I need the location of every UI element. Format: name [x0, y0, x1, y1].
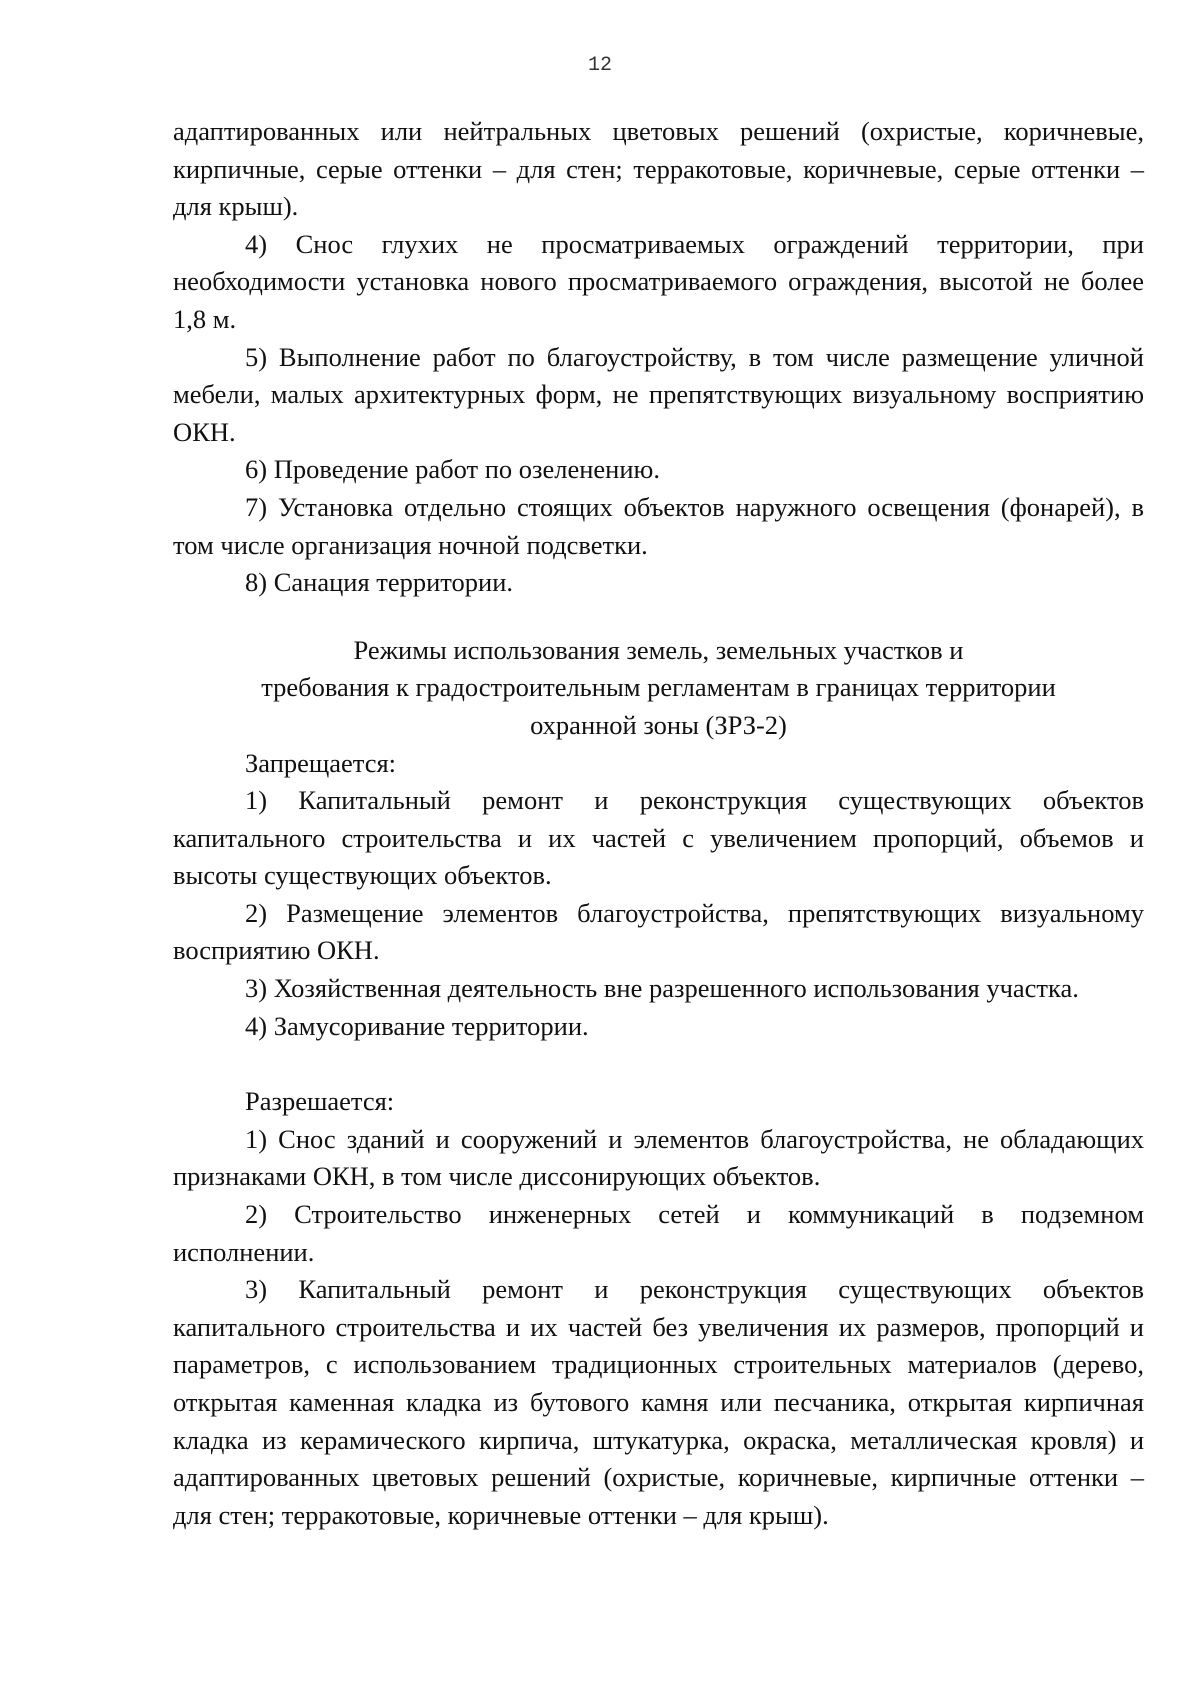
list-item: 4) Замусоривание территории.: [245, 1010, 589, 1041]
list-item: 7) Установка отдельно стоящих объектов наружного освещения (фонарей), в том числе организация ночной подсветки.: [173, 491, 1144, 560]
list-item: 3) Капитальный ремонт и реконструкция существующих объектов капитального строительства и их частей без увеличения их размеров, пропорций и параметров, с использованием традиционных строительных материалов (дерево, открытая каменная кладка из бутового камня или песчаника, открытая кирпичная кладка из керамического кирпича, штукатурка, окраска, металлическая кровля) и адаптированных цветовых решений (охристые, коричневые, кирпичные оттенки – для стен; терракотовые, коричневые оттенки – для крыш).: [173, 1274, 1144, 1530]
list-item: 5) Выполнение работ по благоустройству, в том числе размещение уличной мебели, малых архитектурных форм, не препятствующих визуальному восприятию ОКН.: [173, 341, 1144, 447]
prohibited-label: Запрещается:: [245, 747, 397, 778]
section-heading-line: Режимы использования земель, земельных участков и: [353, 634, 964, 665]
spacer: [173, 1045, 1144, 1083]
list-item: 8) Санация территории.: [245, 567, 514, 598]
intro-paragraph: адаптированных или нейтральных цветовых решений (охристые, коричневые, кирпичные, серые оттенки – для стен; терракотовые, коричневые, серые оттенки – для крыш).: [173, 116, 1144, 222]
list-item: 2) Строительство инженерных сетей и коммуникаций в подземном исполнении.: [173, 1199, 1144, 1267]
list-item: 1) Капитальный ремонт и реконструкция существующих объектов капитального строительства и их частей с увеличением пропорций, объемов и высоты существующих объектов.: [173, 785, 1144, 891]
section-heading: [173, 632, 1144, 745]
list-item: 3) Хозяйственная деятельность вне разрешенного использования участка.: [245, 973, 1079, 1004]
section-heading-line: охранной зоны (ЗРЗ-2): [530, 709, 787, 740]
allowed-label: Разрешается:: [245, 1086, 395, 1117]
spacer: [173, 602, 1144, 632]
list-item: 4) Снос глухих не просматриваемых ограждений территории, при необходимости установка нового просматриваемого ограждения, высотой не более 1,8 м.: [173, 228, 1144, 334]
list-item: 2) Размещение элементов благоустройства, препятствующих визуальному восприятию ОКН.: [173, 897, 1144, 966]
list-item: 6) Проведение работ по озеленению.: [245, 454, 660, 485]
page-number: 12: [587, 54, 612, 77]
list-item: 1) Снос зданий и сооружений и элементов благоустройства, не обладающих признаками ОКН, в том числе диссонирующих объектов.: [173, 1123, 1144, 1192]
document-body: [173, 113, 1144, 1534]
section-heading-line: требования к градостроительным регламентам в границах территории: [261, 672, 1056, 703]
